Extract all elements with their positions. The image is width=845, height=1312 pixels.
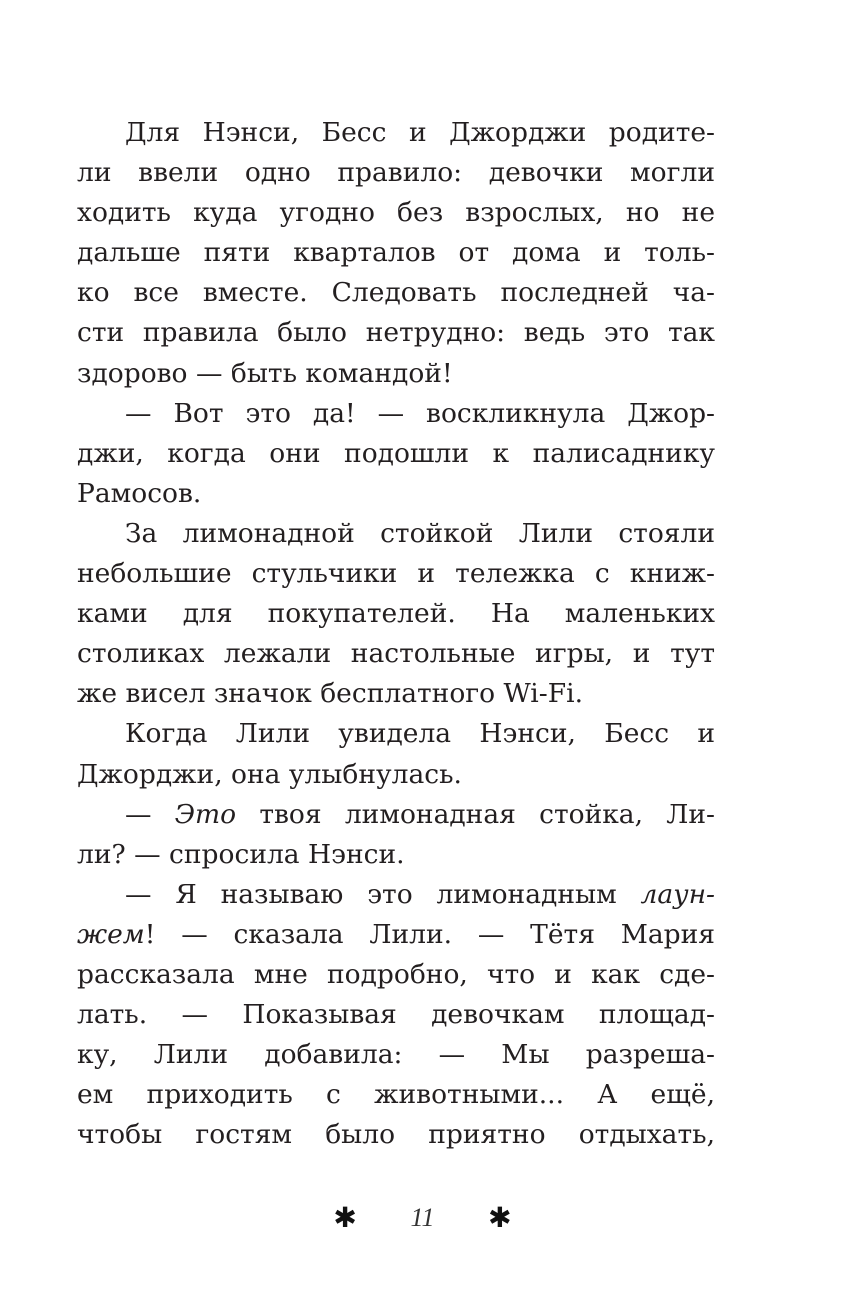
- italic-text: жем: [77, 918, 145, 950]
- text-segment: ! — сказала Лили. — Тётя Мария: [144, 918, 715, 950]
- italic-text: лаун-: [640, 878, 715, 910]
- text-line: Для Нэнси, Бесс и Джорджи родите-: [125, 117, 715, 148]
- text-line: здорово — быть командой!: [77, 357, 453, 389]
- text-segment: —: [125, 798, 175, 830]
- text-line: ем приходить с животными... А ещё,: [77, 1079, 715, 1111]
- text-line: [77, 915, 715, 955]
- text-line: столиках лежали настольные игры, и тут: [77, 638, 715, 670]
- text-line: небольшие стульчики и тележка с книж-: [77, 558, 715, 590]
- text-line: Рамосов.: [77, 477, 202, 509]
- page-body: [77, 113, 715, 1155]
- italic-text: Это: [174, 798, 237, 830]
- text-line: Джорджи, она улыбнулась.: [77, 758, 462, 790]
- text-line: же висел значок бесплатного Wi-Fi.: [77, 678, 584, 710]
- text-line: дальше пяти кварталов от дома и толь-: [77, 237, 715, 269]
- text-line: лать. — Показывая девочкам площад-: [77, 999, 715, 1031]
- text-line: чтобы гостям было приятно отдыхать,: [77, 1119, 715, 1151]
- text-line: — Вот это да! — воскликнула Джор-: [125, 397, 715, 429]
- text-segment: — Я называю это лимонадным: [125, 878, 641, 910]
- text-line: ку, Лили добавила: — Мы разреша-: [77, 1039, 715, 1071]
- star-ornament-icon: ✱: [333, 1200, 357, 1234]
- text-line: рассказала мне подробно, что и как сде-: [77, 958, 715, 990]
- text-line: Когда Лили увидела Нэнси, Бесс и: [125, 718, 715, 750]
- text-line: ками для покупателей. На маленьких: [77, 598, 715, 630]
- text-line: [77, 875, 715, 915]
- text-line: ли? — спросила Нэнси.: [77, 838, 405, 870]
- text-line: ли ввели одно правило: девочки могли: [77, 157, 715, 189]
- text-line: [77, 795, 715, 835]
- text-line: За лимонадной стойкой Лили стояли: [125, 517, 715, 549]
- text-line: ко все вместе. Следовать последней ча-: [77, 277, 715, 309]
- star-ornament-icon: ✱: [488, 1200, 512, 1234]
- text-line: ходить куда угодно без взрослых, но не: [77, 197, 715, 229]
- text-line: джи, когда они подошли к палисаднику: [77, 437, 715, 469]
- page-number: 11: [410, 1202, 435, 1232]
- text-segment: твоя лимонадная стойка, Ли-: [236, 798, 715, 830]
- text-line: сти правила было нетрудно: ведь это так: [77, 317, 715, 349]
- page-footer: [0, 1198, 845, 1234]
